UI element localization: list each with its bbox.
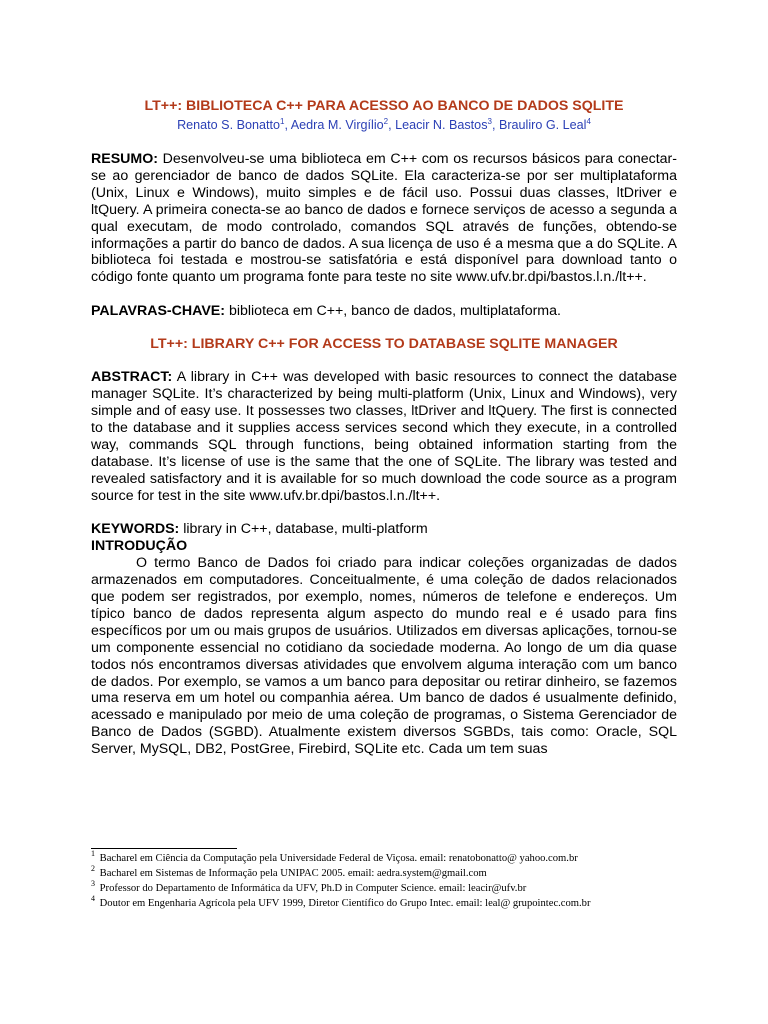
abstract-label: ABSTRACT: — [91, 369, 173, 386]
introducao-paragraph: O termo Banco de Dados foi criado para indicar coleções organizadas de dados armazenados em computadores. Conceitualmente, é uma coleção de dados relacionados que podem ser registrados, por exemplo, nomes, números de telefone e endereços. Um típico banco de dados representa algum aspecto do mundo real e é usado para fins específicos por um ou mais grupos de usuários. Utilizados em diversas aplicações, tornou-se um componente essencial no cotidiano da sociedade moderna. Ao longo de um dia quase todos nós encontramos diversas atividades que envolvem alguma interação com um banco de dados. Por exemplo, se vamos a um banco para depositar ou retirar dinheiro, se fazemos uma reserva em um hotel ou companhia aérea. Um banco de dados é usualmente definido, acessado e manipulado por meio de uma coleção de programas, o Sistema Gerenciador de Banco de Dados (SGBD). Atualmente existem diversos SGBDs, tais como: Oracle, SQL Server, MySQL, DB2, PostGree, Firebird, SQLite etc. Cada um tem suas — [91, 555, 677, 758]
author-footnote-mark: 3 — [487, 116, 492, 126]
palavras-chave-label: PALAVRAS-CHAVE: — [91, 303, 225, 320]
abstract-text: A library in C++ was developed with basic resources to connect the database manager SQLite. It’s characterized by being multi-platform (Unix, Linux and Windows), very simple and of easy use. It possesses two classes, ltDriver and ltQuery. The first is connected to the database and it supplies access services second which they execute, in a controlled way, commands SQL through functions, being obtained information starting from the database. It’s license of use is the same that the one of SQLite. The library was tested and revealed satisfactory and it is available for so much download the code source as a program source for test in the site www.ufv.br.dpi/bastos.l.n./lt++. — [91, 369, 677, 504]
resumo-text: Desenvolveu-se uma biblioteca em C++ com os recursos básicos para conectar-se ao gerenciador de banco de dados SQLite. Ela caracteriza-se por ser multiplataforma (Unix, Linux e Windows), muito simples e de fácil uso. Possui duas classes, ltDriver e ltQuery. A primeira conecta-se ao banco de dados e fornece serviços de acesso a segunda a qual executam, de modo controlado, comandos SQL através de funções, obtendo-se informações a partir do banco de dados. A sua licença de uso é a mesma que a do SQLite. A biblioteca foi testada e mostrou-se satisfatória e está disponível para download tanto o código fonte quanto um programa fonte para teste no site www.ufv.br.dpi/bastos.l.n./lt++. — [91, 151, 677, 286]
author-footnote-mark: 2 — [383, 116, 389, 126]
keywords-paragraph — [91, 521, 677, 538]
footnote-text: Doutor em Engenharia Agrícola pela UFV 1999, Diretor Científico do Grupo Intec. email: leal@ grupointec.com.br — [99, 897, 591, 909]
author-name: Renato S. Bonatto — [177, 118, 280, 132]
palavras-chave-text: biblioteca em C++, banco de dados, multiplataforma. — [225, 303, 561, 320]
footnote-number: 1 — [91, 849, 95, 859]
abstract-paragraph — [91, 369, 677, 504]
keywords-label: KEYWORDS: — [91, 521, 180, 538]
paper-body — [91, 97, 677, 758]
author-name: Leacir N. Bastos — [395, 118, 488, 132]
footnote-number: 4 — [91, 894, 95, 904]
author-footnote-mark: 1 — [280, 116, 285, 126]
footnote-text: Professor do Departamento de Informática da UFV, Ph.D in Computer Science. email: leacir@ufv.br — [99, 882, 527, 894]
author-footnote-mark: 4 — [586, 116, 591, 126]
author-list: Renato S. Bonatto$^1$, Aedra M. Virgílio$^2$, Leacir N. Bastos$^3$, Brauliro G. Leal$^4$ — [177, 116, 591, 132]
author-name: Aedra M. Virgílio — [290, 118, 384, 132]
footnote-item — [91, 849, 677, 867]
resumo-paragraph — [91, 151, 677, 286]
section-heading-introducao: INTRODUÇÃO — [91, 538, 188, 555]
footnotes — [91, 849, 677, 912]
footnote-item — [91, 879, 677, 897]
footnote-item — [91, 864, 677, 882]
paper-title-pt: LT++: BIBLIOTECA C++ PARA ACESSO AO BANCO DE DADOS SQLITE — [144, 98, 624, 114]
palavras-chave-paragraph — [91, 303, 677, 320]
footnote-number: 3 — [91, 879, 95, 889]
author-name: Brauliro G. Leal — [498, 118, 587, 132]
footnote-text: Bacharel em Sistemas de Informação pela UNIPAC 2005. email: aedra.system@gmail.com — [99, 867, 487, 879]
footnote-number: 2 — [91, 864, 95, 874]
footnote-item — [91, 894, 677, 912]
paper-title-en: LT++: LIBRARY C++ FOR ACCESS TO DATABASE SQLITE MANAGER — [150, 336, 618, 353]
footnote-text: Bacharel em Ciência da Computação pela Universidade Federal de Viçosa. email: renatobonatto@ yahoo.com.br — [99, 853, 578, 864]
resumo-label: RESUMO: — [91, 151, 158, 167]
keywords-text: library in C++, database, multi-platform — [179, 521, 428, 538]
footnote-divider — [91, 848, 237, 849]
